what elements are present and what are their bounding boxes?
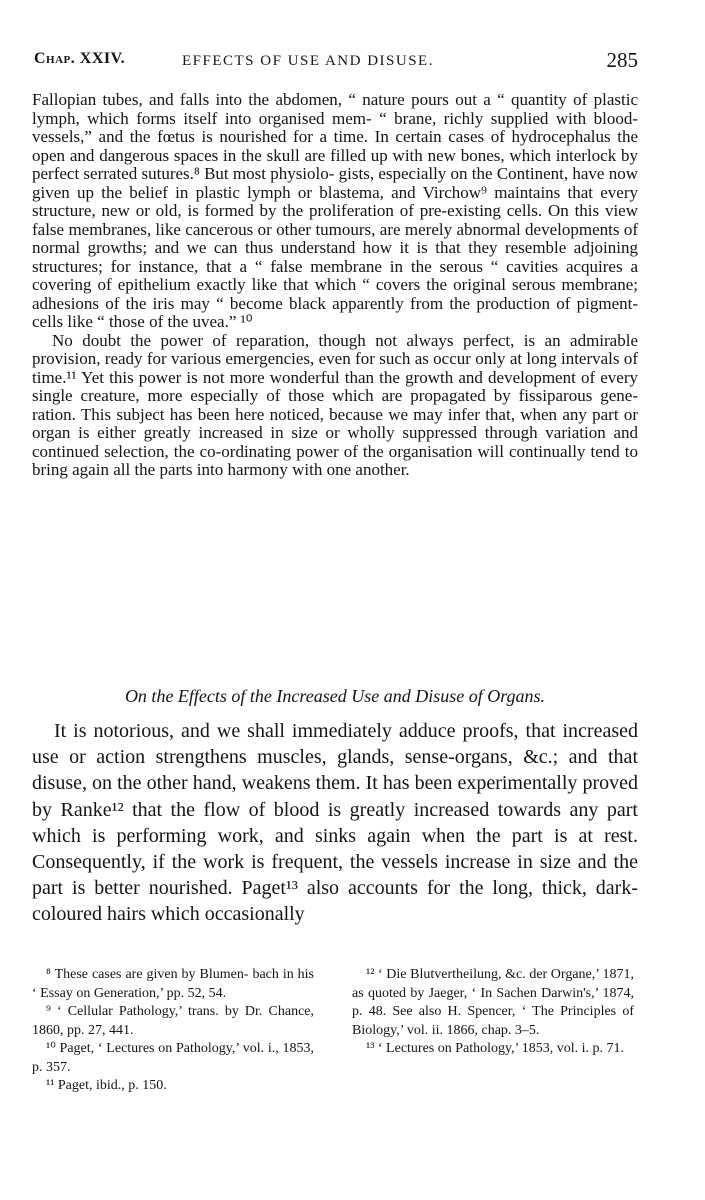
- footnote-10: ¹⁰ Paget, ‘ Lectures on Pathology,’ vol. i., 1853, p. 357.: [32, 1041, 314, 1075]
- body-text-small: [32, 91, 638, 480]
- footnotes: [32, 966, 638, 1136]
- paragraph-continued: Fallopian tubes, and falls into the abdomen, “ nature pours out a “ quantity of plastic lymph, which forms itself into organised mem- “ brane, richly supplied with blood-vessels,” and the fœtus is nourished for a time. In certain cases of hydrocephalus the open and dangerous spaces in the skull are filled up with new bones, which interlock by perfect serrated sutures.⁸ But most physiolo- gists, especially on the Continent, have now given up the belief in plastic lymph or blastema, and Virchow⁹ maintains that every structure, new or old, is formed by the proliferation of pre-existing cells. On this view false membranes, like cancerous or other tumours, are merely abnormal developments of normal growths; and we can thus understand how it is that they resemble adjoining structures; for instance, that a “ false membrane in the serous “ cavities acquires a covering of epithelium exactly like that which “ covers the original serous membrane; adhesions of the iris may “ become black apparently from the production of pigment-cells like “ those of the uvea.” ¹⁰: [32, 90, 638, 331]
- footnote-13: ¹³ ‘ Lectures on Pathology,’ 1853, vol. i. p. 71.: [366, 1041, 625, 1056]
- page-number: 285: [606, 48, 638, 72]
- chapter-label: Chap. XXIV.: [34, 50, 126, 67]
- paragraph-use-disuse: It is notorious, and we shall immediately adduce proofs, that increased use or action strengthens muscles, glands, sense-organs, &c.; and that disuse, on the other hand, weakens them. It has been experimentally proved by Ranke¹² that the flow of blood is greatly increased towards any part which is performing work, and sinks again when the part is at rest. Consequently, if the work is frequent, the vessels increase in size and the part is better nourished. Paget¹³ also accounts for the long, thick, dark-coloured hairs which occasionally: [32, 720, 638, 926]
- paragraph-reparation: No doubt the power of reparation, though not always perfect, is an admirable provision, ready for various emergencies, even for such as occur only at long intervals of time.¹¹ Yet this power is not more wonderful than the growth and development of every single creature, more especially of those which are propagated by fissiparous gene- ration. This subject has been here noticed, because we may infer that, when any part or organ is either greatly increased in size or wholly suppressed through variation and continued selection, the co-ordinating power of the organisation will continually tend to bring again all the parts into harmony with one another.: [32, 330, 638, 479]
- running-title: EFFECTS OF USE AND DISUSE.: [182, 53, 434, 69]
- footnote-8: ⁸ These cases are given by Blumen- bach in his ‘ Essay on Generation,’ pp. 52, 54.: [32, 967, 314, 1001]
- footnotes-right-column: [352, 966, 634, 1059]
- body-text-large: [32, 718, 638, 928]
- section-heading: On the Effects of the Increased Use and Disuse of Organs.: [124, 686, 546, 706]
- footnote-11: ¹¹ Paget, ibid., p. 150.: [46, 1078, 167, 1093]
- footnote-12: ¹² ‘ Die Blutvertheilung, &c. der Organe,’ 1871, as quoted by Jaeger, ‘ In Sachen Darwin's,’ 1874, p. 48. See also H. Spencer, ‘ The Principles of Biology,’ vol. ii. 1866, chap. 3–5.: [352, 967, 634, 1038]
- book-page: [32, 0, 638, 1200]
- footnote-9: ⁹ ‘ Cellular Pathology,’ trans. by Dr. Chance, 1860, pp. 27, 441.: [32, 1004, 314, 1038]
- footnotes-left-column: [32, 966, 314, 1096]
- running-head: [32, 50, 638, 80]
